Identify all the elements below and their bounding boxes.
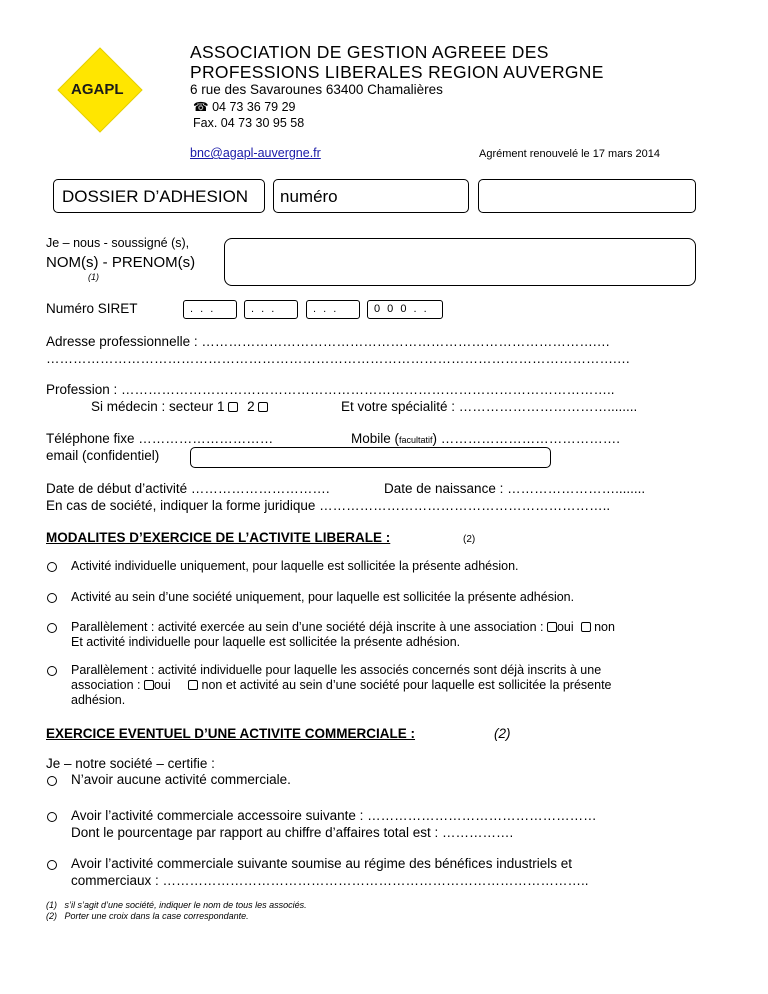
commerciale-2-line1: Avoir l’activité commerciale accessoire suivante : …………………………………………… xyxy=(71,808,597,823)
modalite-3-oui-checkbox[interactable] xyxy=(547,622,557,632)
modalite-4-oui: oui xyxy=(153,678,171,692)
numero-value-field[interactable] xyxy=(478,179,696,213)
modalites-title: MODALITES D’EXERCICE DE L’ACTIVITE LIBERALE : xyxy=(46,530,391,545)
siret-box-2[interactable]: . . . xyxy=(244,300,298,319)
email-label: email (confidentiel) xyxy=(46,448,160,463)
commerciale-2-line2: Dont le pourcentage par rapport au chiffre d’affaires total est : ……………. xyxy=(71,825,514,840)
modalite-3-non-checkbox[interactable] xyxy=(581,622,591,632)
date-naissance: Date de naissance : ……………………........ xyxy=(384,481,646,496)
secteur-2-checkbox[interactable] xyxy=(258,402,268,412)
modalite-3-text: Parallèlement : activité exercée au sein d’une société déjà inscrite à une association : xyxy=(71,620,547,634)
address: 6 rue des Savarounes 63400 Chamalières xyxy=(190,82,443,97)
commerciale-2-radio[interactable] xyxy=(47,812,57,822)
modalite-2-text: Activité au sein d’une société uniquement, pour laquelle est sollicitée la présente adhésion. xyxy=(71,590,575,604)
date-debut: Date de début d’activité …………………………. xyxy=(46,481,330,496)
logo-text: AGAPL xyxy=(71,81,124,98)
modalite-4-line2 xyxy=(71,678,612,692)
modalite-1-radio[interactable] xyxy=(47,562,57,572)
footnote-2-text: Porter une croix dans la case correspondante. xyxy=(64,911,249,921)
certifie-label: Je – notre société – certifie : xyxy=(46,756,215,771)
modalite-3-line1 xyxy=(71,620,615,634)
medecin-secteur-label: Si médecin : secteur 1 xyxy=(91,399,225,414)
footnote-2-number: (2) xyxy=(46,911,57,921)
modalite-3-non: non xyxy=(594,620,615,634)
siret-box-1[interactable]: . . . xyxy=(183,300,237,319)
soussigne-label: Je – nous - soussigné (s), xyxy=(46,236,190,250)
forme-juridique: En cas de société, indiquer la forme juridique ……………………………………………………….. xyxy=(46,498,611,513)
modalite-3-line2: Et activité individuelle pour laquelle est sollicitée la présente adhésion. xyxy=(71,635,461,649)
commerciale-3-line1: Avoir l’activité commerciale suivante soumise au régime des bénéfices industriels et xyxy=(71,856,572,871)
numero-field[interactable] xyxy=(273,179,469,213)
siret-label: Numéro SIRET xyxy=(46,301,138,316)
footnote-1-number: (1) xyxy=(46,900,57,910)
nom-prenom-label: NOM(s) - PRENOM(s) xyxy=(46,254,196,271)
numero-label: numéro xyxy=(280,187,338,206)
modalite-4-rest: et activité au sein d’une société pour laquelle est sollicitée la présente xyxy=(222,678,612,692)
phone-icon: ☎ xyxy=(193,100,209,114)
association-title-line2: PROFESSIONS LIBERALES REGION AUVERGNE xyxy=(190,62,604,82)
phone-number: 04 73 36 79 29 xyxy=(212,100,296,114)
secteur-1-checkbox[interactable] xyxy=(228,402,238,412)
email-field[interactable] xyxy=(190,447,551,468)
secteur-2-label: 2 xyxy=(247,399,255,414)
siret-box-3[interactable]: . . . xyxy=(306,300,360,319)
commerciale-1-radio[interactable] xyxy=(47,776,57,786)
commerciale-title: EXERCICE EVENTUEL D’UNE ACTIVITE COMMERCIALE : xyxy=(46,726,416,741)
modalite-4-radio[interactable] xyxy=(47,666,57,676)
commerciale-note: (2) xyxy=(494,726,511,741)
profession-line: Profession : ……………………………………………………………………………………………….. xyxy=(46,382,615,397)
modalite-4-line1: Parallèlement : activité individuelle pour laquelle les associés concernés sont déjà inscrits à une xyxy=(71,663,602,677)
email-link[interactable]: bnc@agapl-auvergne.fr xyxy=(190,146,321,160)
commerciale-3-line2: commerciaux : ………………………………………………………………………………….. xyxy=(71,873,589,888)
modalite-4-line3: adhésion. xyxy=(71,693,126,707)
modalites-note: (2) xyxy=(463,534,476,545)
commerciale-1-text: N’avoir aucune activité commerciale. xyxy=(71,772,291,787)
fax: Fax. 04 73 30 95 58 xyxy=(193,116,305,130)
facultatif-label: facultatif xyxy=(399,435,433,445)
footnote-1-text: s’il s’agit d’une société, indiquer le nom de tous les associés. xyxy=(64,900,307,910)
modalite-3-radio[interactable] xyxy=(47,623,57,633)
siret-box-4[interactable]: 0 0 0 . . xyxy=(367,300,443,319)
modalite-3-oui: oui xyxy=(556,620,574,634)
specialite-line: Et votre spécialité : ……………………………........ xyxy=(341,399,638,414)
nom-prenom-field[interactable] xyxy=(224,238,696,286)
modalite-4-non-checkbox[interactable] xyxy=(188,680,198,690)
dossier-title-box xyxy=(53,179,265,213)
mobile-dots: ) …………………………………. xyxy=(432,431,621,446)
modalite-4-oui-checkbox[interactable] xyxy=(144,680,154,690)
agapl-logo xyxy=(55,45,145,135)
footnote-2 xyxy=(46,911,249,921)
modalite-4-non: non xyxy=(201,678,223,692)
telephone-fixe: Téléphone fixe ………………………… xyxy=(46,431,274,446)
footnote-1 xyxy=(46,900,307,910)
modalite-2-radio[interactable] xyxy=(47,593,57,603)
modalite-1-text: Activité individuelle uniquement, pour laquelle est sollicitée la présente adhésion. xyxy=(71,559,519,573)
medecin-line xyxy=(91,399,268,414)
dossier-title: DOSSIER D’ADHESION xyxy=(62,187,249,206)
note-ref-1: (1) xyxy=(88,272,99,282)
adresse-line1: Adresse professionnelle : …………………………………………………………………………….… xyxy=(46,334,611,349)
mobile-line xyxy=(351,431,620,446)
agrement-date: Agrément renouvelé le 17 mars 2014 xyxy=(479,148,660,160)
modalite-4-association: association : xyxy=(71,678,144,692)
adresse-line2: ……………………………………………………………………………………………………………….… xyxy=(46,351,631,366)
commerciale-3-radio[interactable] xyxy=(47,860,57,870)
association-title-line1: ASSOCIATION DE GESTION AGREEE DES xyxy=(190,42,549,62)
phone-line xyxy=(193,99,295,114)
mobile-label: Mobile ( xyxy=(351,431,400,446)
